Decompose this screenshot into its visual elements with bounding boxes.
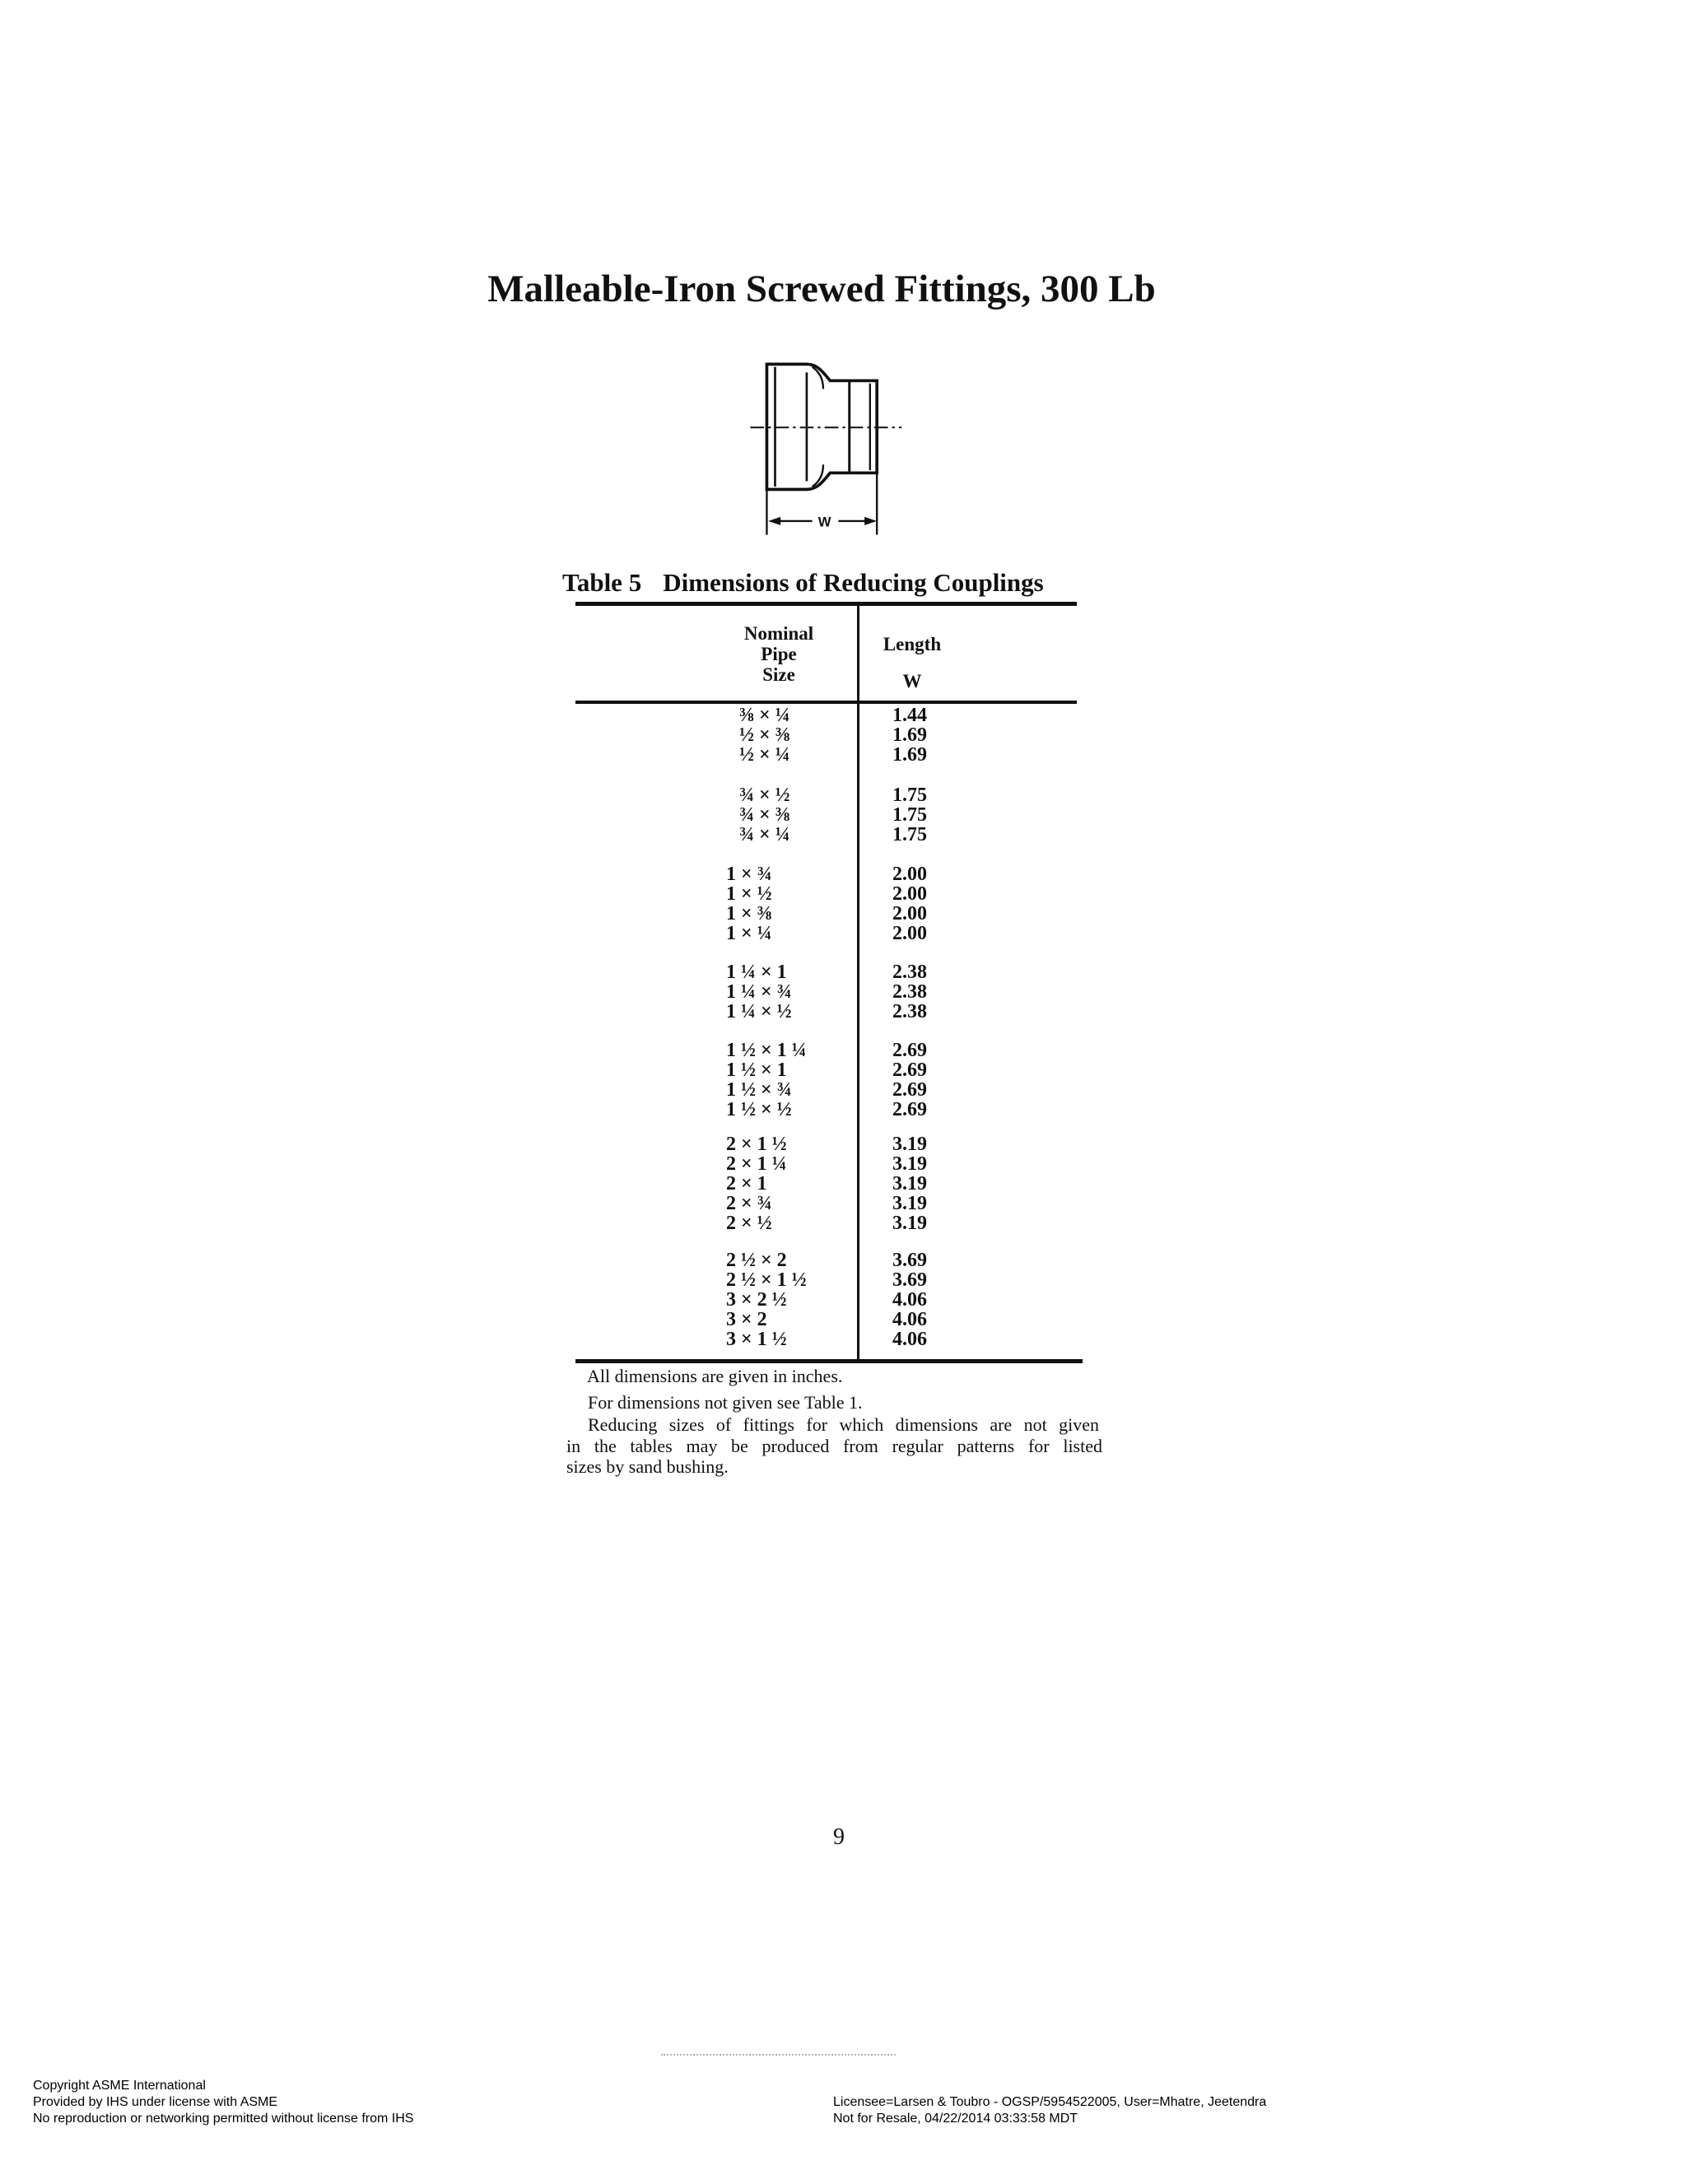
length-cell: 1.69 (892, 724, 927, 746)
table-row (0, 1002, 1070, 1022)
table-row (0, 745, 1070, 765)
length-cell: 1.75 (892, 824, 927, 845)
table-row (0, 1213, 1070, 1233)
table-row (0, 785, 1070, 805)
pipe-size-cell: 2 × ¾ (726, 1193, 772, 1214)
pipe-size-cell: 1 × ¾ (726, 864, 772, 885)
pipe-size-cell: 2 × 1 ¼ (726, 1153, 787, 1175)
table-row (0, 1194, 1070, 1213)
table-row (0, 884, 1070, 904)
table-row (0, 1250, 1070, 1270)
length-cell: 2.38 (892, 1001, 927, 1022)
row-group (0, 864, 1070, 943)
row-group (0, 705, 1070, 765)
table-row (0, 1080, 1070, 1100)
pipe-size-cell: 1 ¼ × 1 (726, 962, 787, 983)
pipe-size-cell: 2 × ½ (726, 1213, 772, 1234)
table-header-rule (575, 701, 1077, 704)
footer-line: Provided by IHS under license with ASME (33, 2095, 278, 2109)
length-cell: 4.06 (892, 1289, 927, 1311)
length-cell: 2.00 (892, 903, 927, 924)
length-cell: 2.00 (892, 883, 927, 905)
length-cell: 2.69 (892, 1099, 927, 1120)
table-row (0, 1174, 1070, 1194)
table-row (0, 1310, 1070, 1329)
pipe-size-cell: 3 × 1 ½ (726, 1329, 787, 1350)
length-cell: 1.69 (892, 744, 927, 766)
row-group (0, 962, 1070, 1022)
table-row (0, 1329, 1070, 1349)
table-row (0, 725, 1070, 745)
note-units: All dimensions are given in inches. (587, 1366, 843, 1386)
length-cell: 4.06 (892, 1329, 927, 1350)
row-group (0, 1134, 1070, 1233)
table-row (0, 904, 1070, 924)
header-line: Size (762, 664, 795, 685)
length-cell: 2.38 (892, 981, 927, 1003)
table-row (0, 1290, 1070, 1310)
length-cell: 3.19 (892, 1193, 927, 1214)
length-cell: 4.06 (892, 1309, 927, 1330)
length-cell: 2.00 (892, 923, 927, 944)
arrowhead-left (768, 517, 780, 525)
table-caption (562, 568, 1044, 598)
page-title: Malleable-Iron Screwed Fittings, 300 Lb (487, 268, 1156, 310)
length-cell: 3.19 (892, 1134, 927, 1155)
pipe-size-cell: 1 ½ × 1 ¼ (726, 1040, 807, 1061)
table-row (0, 805, 1070, 825)
pipe-size-cell: ¾ × ¼ (739, 824, 790, 845)
table-top-rule (575, 602, 1077, 606)
length-cell: 2.38 (892, 962, 927, 983)
table-row (0, 982, 1070, 1002)
length-cell: 2.69 (892, 1040, 927, 1061)
footer-line: No reproduction or networking permitted without license from IHS (33, 2112, 414, 2126)
header-length: Length (883, 634, 942, 654)
length-cell: 3.19 (892, 1173, 927, 1194)
header-line: Pipe (761, 644, 797, 664)
length-cell: 3.69 (892, 1250, 927, 1271)
footer-line: Copyright ASME International (33, 2079, 206, 2093)
length-cell: 3.19 (892, 1153, 927, 1175)
length-cell: 2.00 (892, 864, 927, 885)
pipe-size-cell: 2 ½ × 2 (726, 1250, 787, 1271)
footer-line: Not for Resale, 04/22/2014 03:33:58 MDT (833, 2112, 1078, 2126)
pipe-size-cell: 1 ½ × ¾ (726, 1079, 792, 1101)
table-row (0, 1270, 1070, 1290)
header-line: Nominal (743, 623, 814, 644)
pipe-size-cell: 2 × 1 ½ (726, 1134, 787, 1155)
pipe-size-cell: 2 × 1 (726, 1173, 767, 1194)
length-cell: 1.44 (892, 705, 927, 726)
table-row (0, 705, 1070, 725)
table-row (0, 825, 1070, 845)
pipe-size-cell: ¾ × ½ (739, 785, 790, 806)
table-number: Table 5 (562, 568, 642, 597)
row-group (0, 1041, 1070, 1120)
table-row (0, 924, 1070, 943)
table-bottom-rule (575, 1359, 1083, 1363)
length-cell: 3.69 (892, 1269, 927, 1291)
pipe-size-cell: 3 × 2 ½ (726, 1289, 787, 1311)
table-row (0, 1060, 1070, 1080)
pipe-size-cell: 1 ½ × 1 (726, 1059, 787, 1081)
scan-noise-line (661, 2054, 896, 2056)
reducing-coupling-diagram (743, 353, 911, 538)
note-reducing-line: sizes by sand bushing. (566, 1456, 729, 1477)
pipe-size-cell: 3 × 2 (726, 1309, 767, 1330)
footer-line: Licensee=Larsen & Toubro - OGSP/5954522005, User=Mhatre, Jeetendra (833, 2095, 1267, 2109)
table-row (0, 962, 1070, 982)
table-row (0, 1154, 1070, 1174)
footer-license (833, 2094, 1266, 2127)
table-row (0, 1134, 1070, 1154)
pipe-size-cell: 1 × ¼ (726, 923, 772, 944)
table-row (0, 864, 1070, 884)
pipe-size-cell: 1 × ½ (726, 883, 772, 905)
length-cell: 3.19 (892, 1213, 927, 1234)
length-cell: 2.69 (892, 1059, 927, 1081)
pipe-size-cell: 2 ½ × 1 ½ (726, 1269, 807, 1291)
row-group (0, 785, 1070, 845)
table-row (0, 1041, 1070, 1060)
header-length-symbol: W (902, 671, 922, 692)
row-group (0, 1250, 1070, 1349)
length-cell: 1.75 (892, 804, 927, 826)
length-cell: 2.69 (892, 1079, 927, 1101)
pipe-size-cell: 1 × ⅜ (726, 903, 772, 924)
note-reducing-line: Reducing sizes of fittings for which dimensions are not given (588, 1414, 1099, 1435)
pipe-size-cell: 1 ¼ × ¾ (726, 981, 792, 1003)
pipe-size-cell: ½ × ¼ (739, 744, 790, 766)
dimension-label-w: W (817, 514, 831, 530)
note-reducing-line: in the tables may be produced from regular patterns for listed (566, 1436, 1102, 1456)
footer-copyright (33, 2078, 413, 2127)
note-see-table: For dimensions not given see Table 1. (588, 1392, 863, 1413)
arrowhead-right (864, 517, 877, 525)
table-row (0, 1100, 1070, 1120)
pipe-size-cell: 1 ½ × ½ (726, 1099, 792, 1120)
page-number: 9 (833, 1824, 845, 1850)
pipe-size-cell: 1 ¼ × ½ (726, 1001, 792, 1022)
pipe-size-cell: ½ × ⅜ (739, 724, 790, 746)
pipe-size-cell: ¾ × ⅜ (739, 804, 790, 826)
table-title: Dimensions of Reducing Couplings (663, 568, 1044, 597)
length-cell: 1.75 (892, 785, 927, 806)
pipe-size-cell: ⅜ × ¼ (739, 705, 790, 726)
